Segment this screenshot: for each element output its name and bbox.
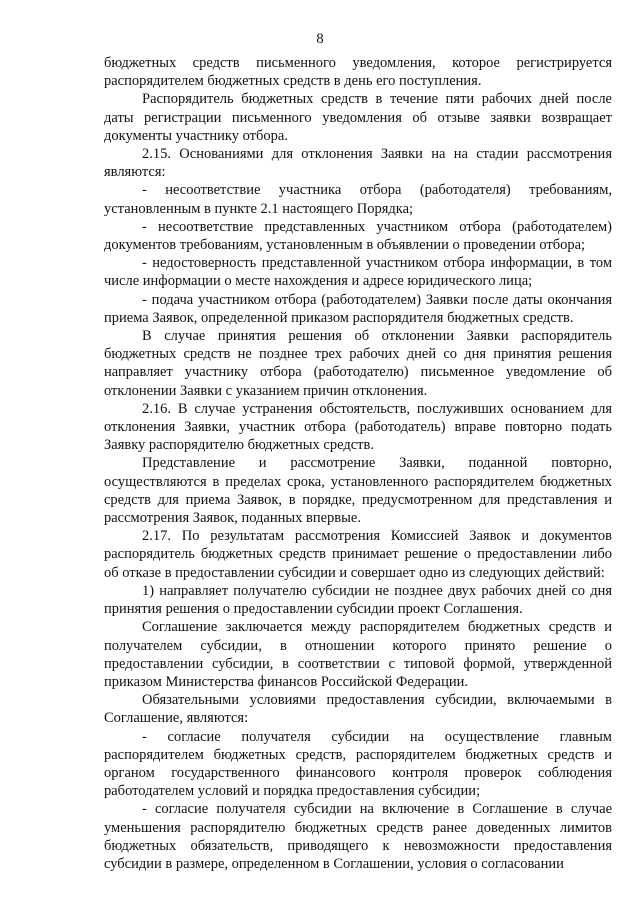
paragraph: Соглашение заключается между распорядителем бюджетных средств и получателем субсидии, в отношении которого принято решение о предоставлении субсидии, в соответствии с типовой формой, утвержденной приказом Министерства финансов Российской Федерации.	[104, 619, 612, 690]
paragraph: Обязательными условиями предоставления субсидии, включаемыми в Соглашение, являются:	[104, 692, 612, 727]
paragraph: 2.17. По результатам рассмотрения Комиссией Заявок и документов распорядитель бюджетных средств принимает решение о предоставлении либо об отказе в предоставлении субсидии и совершает одно из следующих действий:	[104, 528, 612, 581]
document-body	[104, 54, 612, 873]
list-item: - согласие получателя субсидии на включение в Соглашение в случае уменьшения распорядителю бюджетных средств ранее доведенных лимитов бюджетных обязательств, приводящего к невозможности предоставления субсидии в размере, определенном в Соглашении, условия о согласовании	[104, 801, 612, 872]
paragraph: 2.16. В случае устранения обстоятельств, послуживших основанием для отклонения Заявки, участник отбора (работодатель) вправе повторно подать Заявку распорядителю бюджетных средств.	[104, 400, 612, 454]
paragraph: 2.15. Основаниями для отклонения Заявки на на стадии рассмотрения являются:	[104, 146, 612, 181]
paragraph: Распорядитель бюджетных средств в течение пяти рабочих дней после даты регистрации письменного уведомления об отзыве заявки возвращает документы участнику отбора.	[104, 91, 612, 144]
list-item: - несоответствие участника отбора (работодателя) требованиям, установленным в пункте 2.1 настоящего Порядка;	[104, 182, 612, 217]
list-item: - несоответствие представленных участником отбора (работодателем) документов требованиям, установленным в объявлении о проведении отбора;	[104, 218, 612, 254]
paragraph: Представление и рассмотрение Заявки, поданной повторно, осуществляются в пределах срока, установленного распорядителем бюджетных средств для приема Заявок, в порядке, предусмотренном для представления и рассмотрения Заявок, поданных впервые.	[104, 455, 612, 527]
list-item: - подача участником отбора (работодателем) Заявки после даты окончания приема Заявок, определенной приказом распорядителя бюджетных средств.	[104, 291, 612, 326]
list-item: - недостоверность представленной участником отбора информации, в том числе информации о месте нахождения и адресе юридического лица;	[104, 255, 612, 290]
paragraph: В случае принятия решения об отклонении Заявки распорядитель бюджетных средств не позднее трех рабочих дней со дня принятия решения направляет участнику отбора (работодателю) письменное уведомление об отклонении Заявки с указанием причин отклонения.	[104, 328, 612, 399]
list-item: 1) направляет получателю субсидии не позднее двух рабочих дней со дня принятия решения о предоставлении субсидии проект Соглашения.	[104, 582, 612, 618]
list-item: - согласие получателя субсидии на осуществление главным распорядителем бюджетных средств, распорядителем бюджетных средств и органом государственного финансового контроля проверок соблюдения работодателем условий и порядка предоставления субсидии;	[104, 728, 612, 800]
paragraph: бюджетных средств письменного уведомления, которое регистрируется распорядителем бюджетных средств в день его поступления.	[104, 55, 612, 90]
page-number: 8	[316, 31, 324, 47]
